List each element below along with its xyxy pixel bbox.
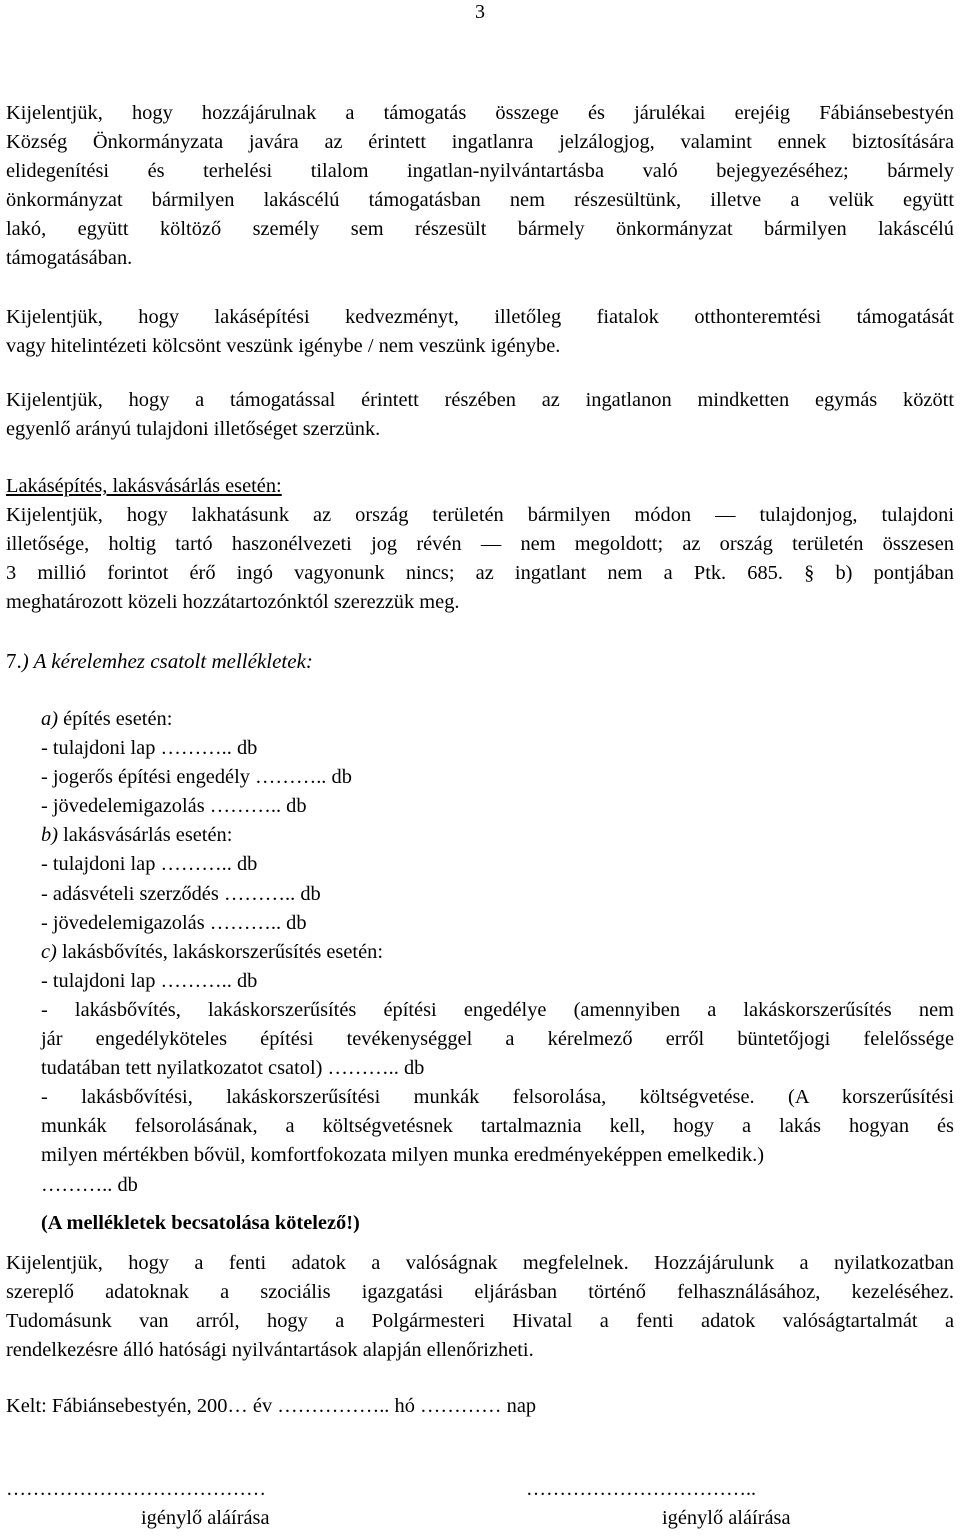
list-item: - jogerős építési engedély ……….. db [41,766,352,789]
text-line: szereplő adatoknak a szociális igazgatási eljárásban történő felhasználásához, kezeléséhez. [6,1281,954,1303]
list-item: - jövedelemigazolás ……….. db [41,795,307,818]
text-line: vagy hitelintézeti kölcsönt veszünk igénybe / nem veszünk igénybe. [6,335,561,357]
list-item: - jövedelemigazolás ……….. db [41,911,307,934]
list-item-line: tudatában tett nyilatkozatot csatol) ……….. db [41,1057,425,1080]
signature-line-left: ………………………………… [6,1478,266,1500]
list-item-line: milyen mértékben bővül, komfortfokozata milyen munka eredményeképpen emelkedik.) [41,1144,765,1167]
group-letter: a) [41,708,58,730]
text-line: lakó, együtt költöző személy sem részesült bármely önkormányzat bármilyen lakáscélú [6,218,954,240]
list-item: - adásvételi szerződés ……….. db [41,882,321,905]
paragraph-housing-subsidy [6,303,954,361]
group-letter: b) [41,824,58,847]
attachment-group-c [41,938,954,967]
group-letter: c) [41,940,57,963]
date-line: Kelt: Fábiánsebestyén, 200… év …………….. hó ………… nap [6,1395,537,1417]
section-number: 7. [6,649,22,673]
group-label: lakásvásárlás esetén: [58,824,233,847]
section-title: ) A kérelemhez csatolt mellékletek: [21,649,313,673]
list-item-line: - lakásbővítés, lakáskorszerűsítés építési engedélye (amennyiben a lakáskorszerűsítés nem [41,998,954,1021]
paragraph-consent-mortgage [6,99,954,273]
paragraph-ownership-share [6,386,954,444]
text-line: Kijelentjük, hogy lakhatásunk az ország területén bármilyen módon — tulajdonjog, tulajdoni [6,504,954,526]
signature-label-right: igénylő aláírása [662,1507,791,1529]
text-line: illetősége, holtig tartó haszonélvezeti jog révén — nem megoldott; az ország területén összesen [6,533,954,555]
attachment-group-b [41,821,954,850]
group-label: építés esetén: [58,708,173,730]
signature-line-right: …………………………….. [526,1478,756,1500]
text-line: meghatározott közeli hozzátartozónktól szerezzük meg. [6,591,460,613]
text-line: támogatásában. [6,247,133,269]
text-line: Kijelentjük, hogy a támogatással érintett részében az ingatlanon mindketten egymás között [6,389,954,411]
signature-label-left: igénylő aláírása [141,1507,270,1529]
text-line: Község Önkormányzata javára az érintett ingatlanra jelzálogjog, valamint ennek biztosítására [6,131,954,153]
paragraph-data-accuracy [6,1249,954,1365]
paragraph-construction-purchase [6,472,954,617]
mandatory-note: (A mellékletek becsatolása kötelező!) [41,1211,360,1234]
text-line: Kijelentjük, hogy a fenti adatok a valóságnak megfelelnek. Hozzájárulunk a nyilatkozatban [6,1252,954,1274]
text-line: 3 millió forintot érő ingó vagyonunk nincs; az ingatlant nem a Ptk. 685. § b) pontjában [6,562,954,584]
list-item-line: jár engedélyköteles építési tevékenységgel a kérelmező erről büntetőjogi felelőssége [41,1028,954,1051]
attachment-group-a [41,705,954,734]
text-line: Kijelentjük, hogy hozzájárulnak a támogatás összege és járulékai erejéig Fábiánsebestyén [6,102,954,124]
list-item: - tulajdoni lap ……….. db [41,853,258,876]
text-line: önkormányzat bármilyen lakáscélú támogatásban nem részesültünk, illetve a velük együtt [6,189,954,211]
text-line: rendelkezésre álló hatósági nyilvántartások alapján ellenőrizheti. [6,1339,534,1361]
page-number: 3 [475,1,485,23]
attachments-list [41,705,954,1238]
list-item: - tulajdoni lap ……….. db [41,969,258,992]
text-line: Tudomásunk van arról, hogy a Polgármesteri Hivatal a fenti adatok valóságtartalmát a [6,1310,954,1332]
text-line: egyenlő arányú tulajdoni illetőséget szerzünk. [6,418,381,440]
list-item-line: munkák felsorolásának, a költségvetésnek tartalmaznia kell, hogy a lakás hogyan és [41,1115,954,1138]
section-heading: Lakásépítés, lakásvásárlás esetén: [6,475,282,497]
group-label: lakásbővítés, lakáskorszerűsítés esetén: [56,940,383,963]
list-item-line: - lakásbővítési, lakáskorszerűsítési munkák felsorolása, költségvetése. (A korszerűsítési [41,1086,954,1109]
text-line: Kijelentjük, hogy lakásépítési kedvezményt, illetőleg fiatalok otthonteremtési támogatását [6,306,954,328]
text-line: elidegenítési és terhelési tilalom ingatlan-nyilvántartásba való bejegyezéséhez; bármely [6,160,954,182]
section-7-title [6,647,954,676]
list-item-line: ……….. db [41,1173,138,1196]
list-item: - tulajdoni lap ……….. db [41,737,258,760]
